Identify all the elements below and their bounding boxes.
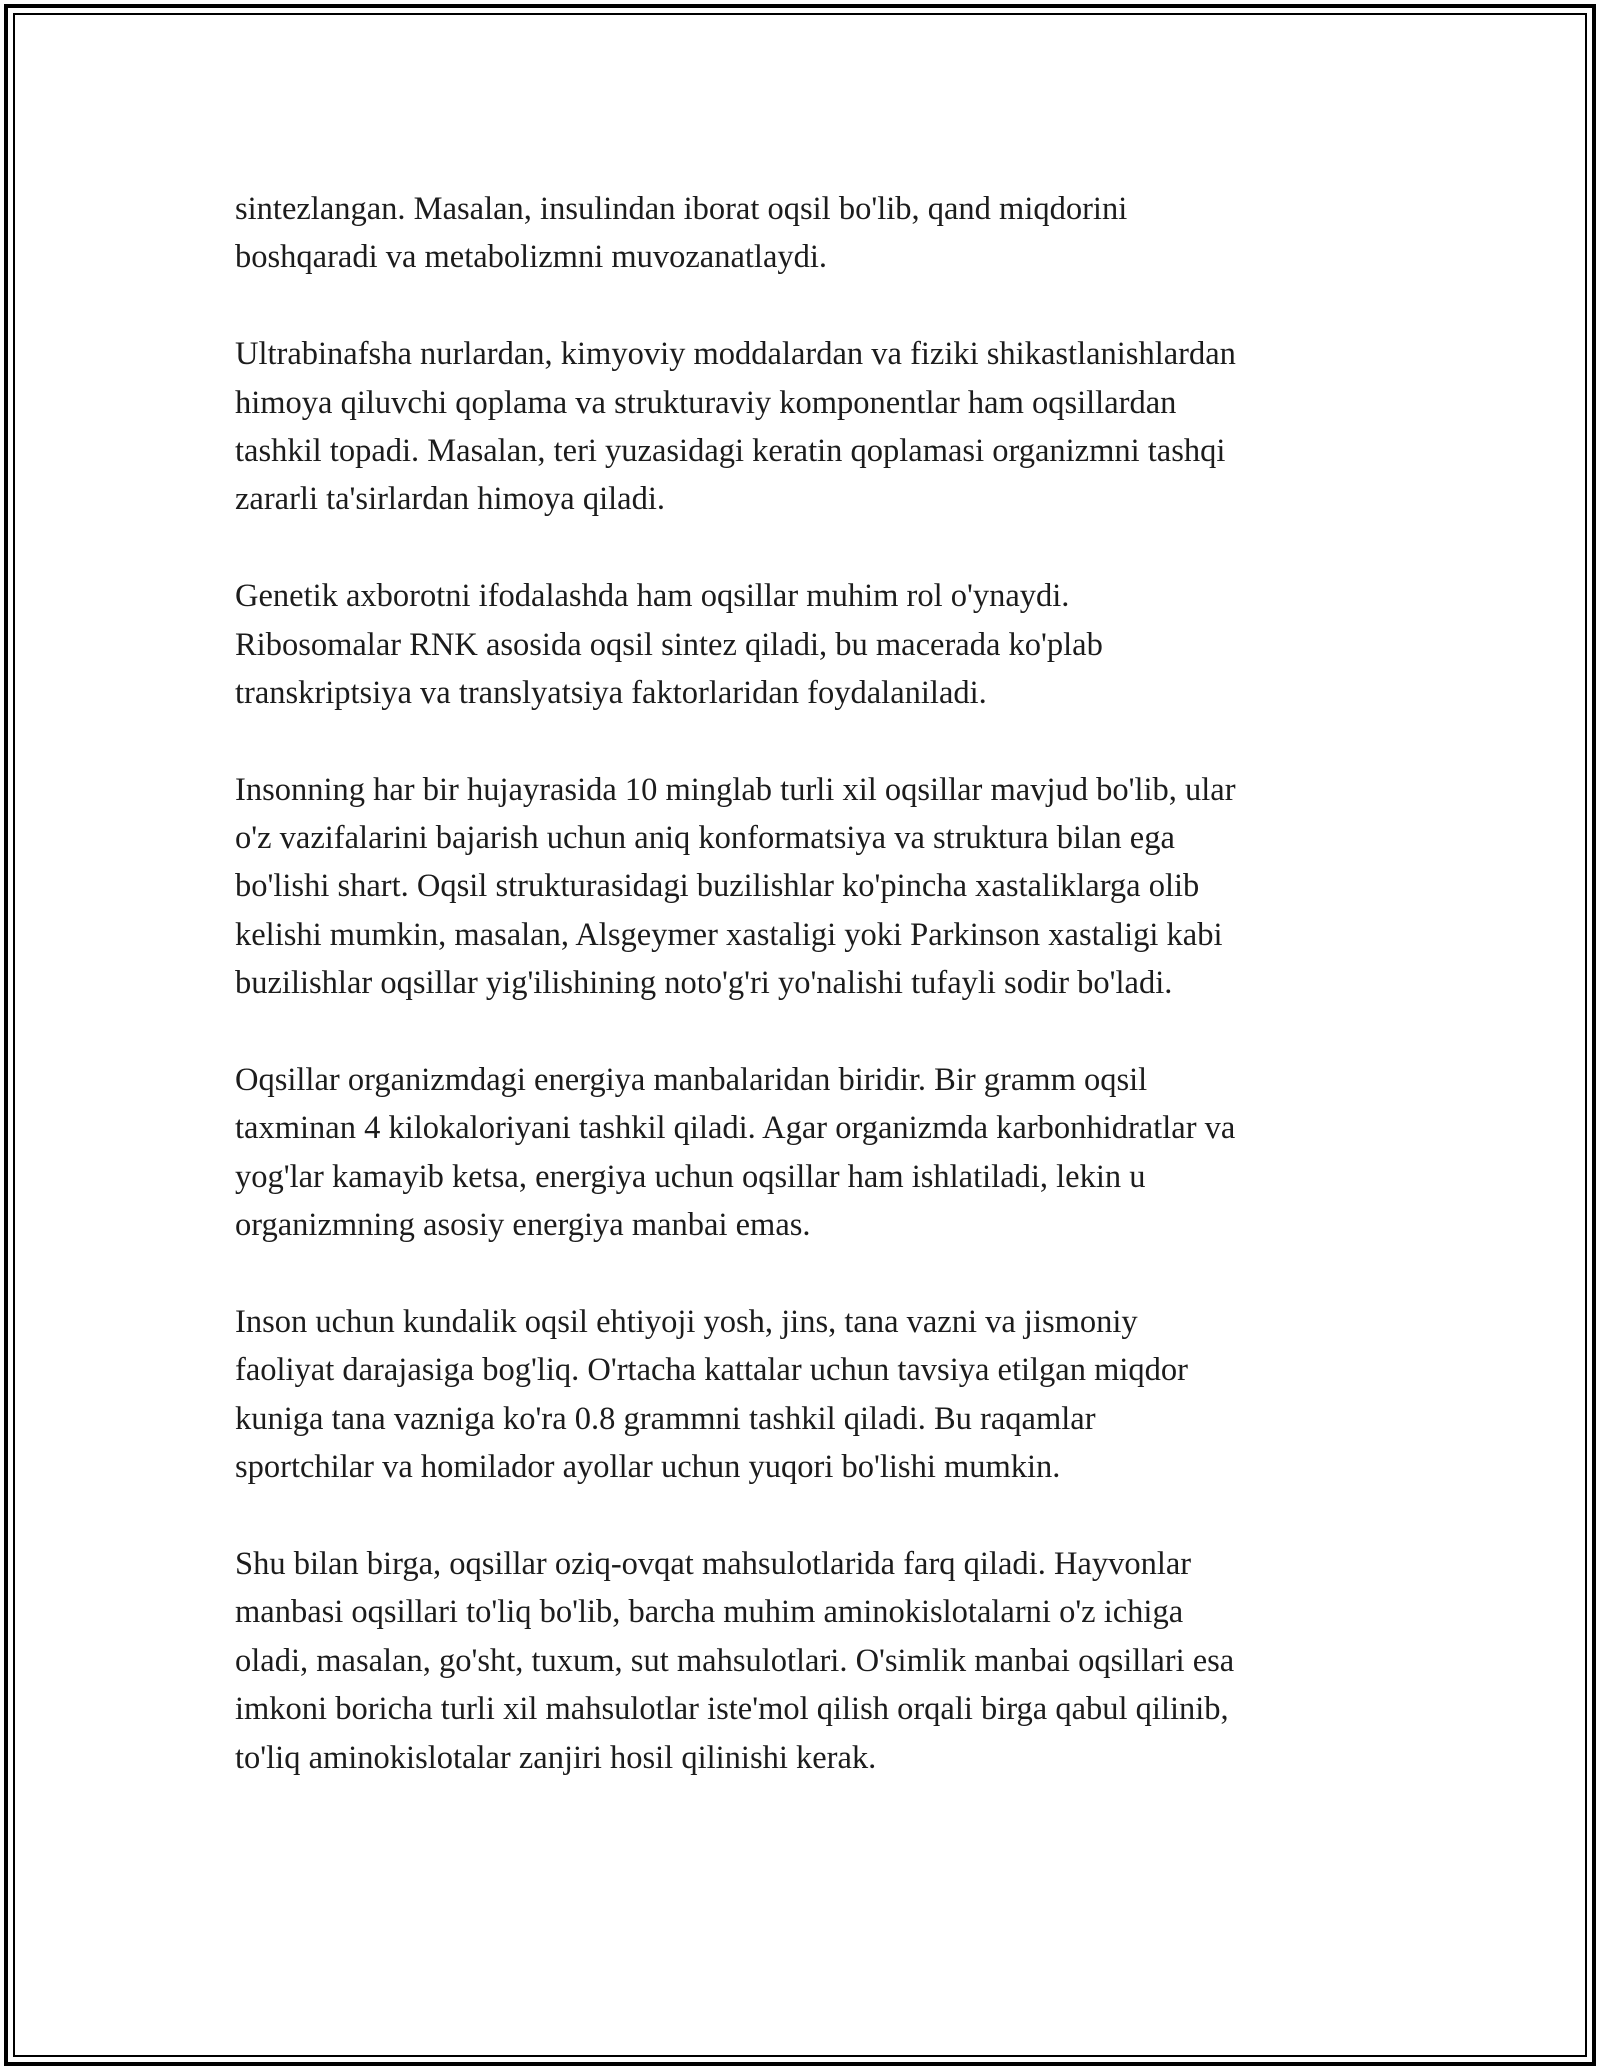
text-line: transkriptsiya va translyatsiya faktorlaridan foydalaniladi. [235,674,987,711]
text-line: imkoni boricha turli xil mahsulotlar iste'mol qilish orqali birga qabul qilinib, [235,1691,1229,1728]
text-line: Insonning har bir hujayrasida 10 minglab turli xil oqsillar mavjud bo'lib, ular [235,771,1236,808]
text-line: oladi, masalan, go'sht, tuxum, sut mahsulotlari. O'simlik manbai oqsillari esa [235,1642,1235,1679]
text-line: kuniga tana vazniga ko'ra 0.8 grammni tashkil qiladi. Bu raqamlar [235,1400,1096,1437]
paragraph-genetic [235,572,1375,717]
text-line: buzilishlar oqsillar yig'ilishining noto'g'ri yo'nalishi tufayli sodir bo'ladi. [235,965,1173,1002]
text-line: sintezlangan. Masalan, insulindan iborat oqsil bo'lib, qand miqdorini [235,191,1128,227]
text-line: sportchilar va homilador ayollar uchun yuqori bo'lishi mumkin. [235,1449,1061,1486]
text-line: organizmning asosiy energiya manbai emas. [235,1207,811,1244]
text-line: to'liq aminokislotalar zanjiri hosil qilinishi kerak. [235,1739,877,1776]
text-line: Inson uchun kundalik oqsil ehtiyoji yosh, jins, tana vazni va jismoniy [235,1303,1138,1340]
text-line: Ribosomalar RNK asosida oqsil sintez qiladi, bu macerada ko'plab [235,626,1103,663]
paragraph-energy [235,1056,1375,1250]
paragraph-insulin [235,185,1375,282]
text-line: kelishi mumkin, masalan, Alsgeymer xastaligi yoki Parkinson xastaligi kabi [235,916,1223,953]
paragraph-structure [235,766,1375,1008]
text-line: boshqaradi va metabolizmni muvozanatlaydi. [235,239,828,276]
paragraph-food-sources [235,1540,1375,1782]
text-line: manbasi oqsillari to'liq bo'lib, barcha muhim aminokislotalarni o'z ichiga [235,1594,1184,1631]
text-line: Genetik axborotni ifodalashda ham oqsillar muhim rol o'ynaydi. [235,578,1070,615]
paragraph-protection [235,330,1375,524]
text-line: Shu bilan birga, oqsillar oziq-ovqat mahsulotlarida farq qiladi. Hayvonlar [235,1545,1192,1582]
paragraph-daily-needs [235,1298,1375,1492]
text-line: yog'lar kamayib ketsa, energiya uchun oqsillar ham ishlatiladi, lekin u [235,1158,1146,1195]
text-line: tashkil topadi. Masalan, teri yuzasidagi keratin qoplamasi organizmni tashqi [235,432,1226,469]
text-line: Oqsillar organizmdagi energiya manbalaridan biridir. Bir gramm oqsil [235,1062,1148,1099]
text-line: bo'lishi shart. Oqsil strukturasidagi buzilishlar ko'pincha xastaliklarga olib [235,868,1200,905]
text-line: Ultrabinafsha nurlardan, kimyoviy moddalardan va fiziki shikastlanishlardan [235,336,1236,373]
text-line: taxminan 4 kilokaloriyani tashkil qiladi. Agar organizmda karbonhidratlar va [235,1110,1236,1147]
text-line: himoya qiluvchi qoplama va strukturaviy komponentlar ham oqsillardan [235,384,1177,421]
text-line: o'z vazifalarini bajarish uchun aniq konformatsiya va struktura bilan ega [235,820,1175,857]
text-line: zararli ta'sirlardan himoya qiladi. [235,481,665,518]
text-line: faoliyat darajasiga bog'liq. O'rtacha kattalar uchun tavsiya etilgan miqdor [235,1352,1188,1389]
document-body [235,185,1375,1830]
